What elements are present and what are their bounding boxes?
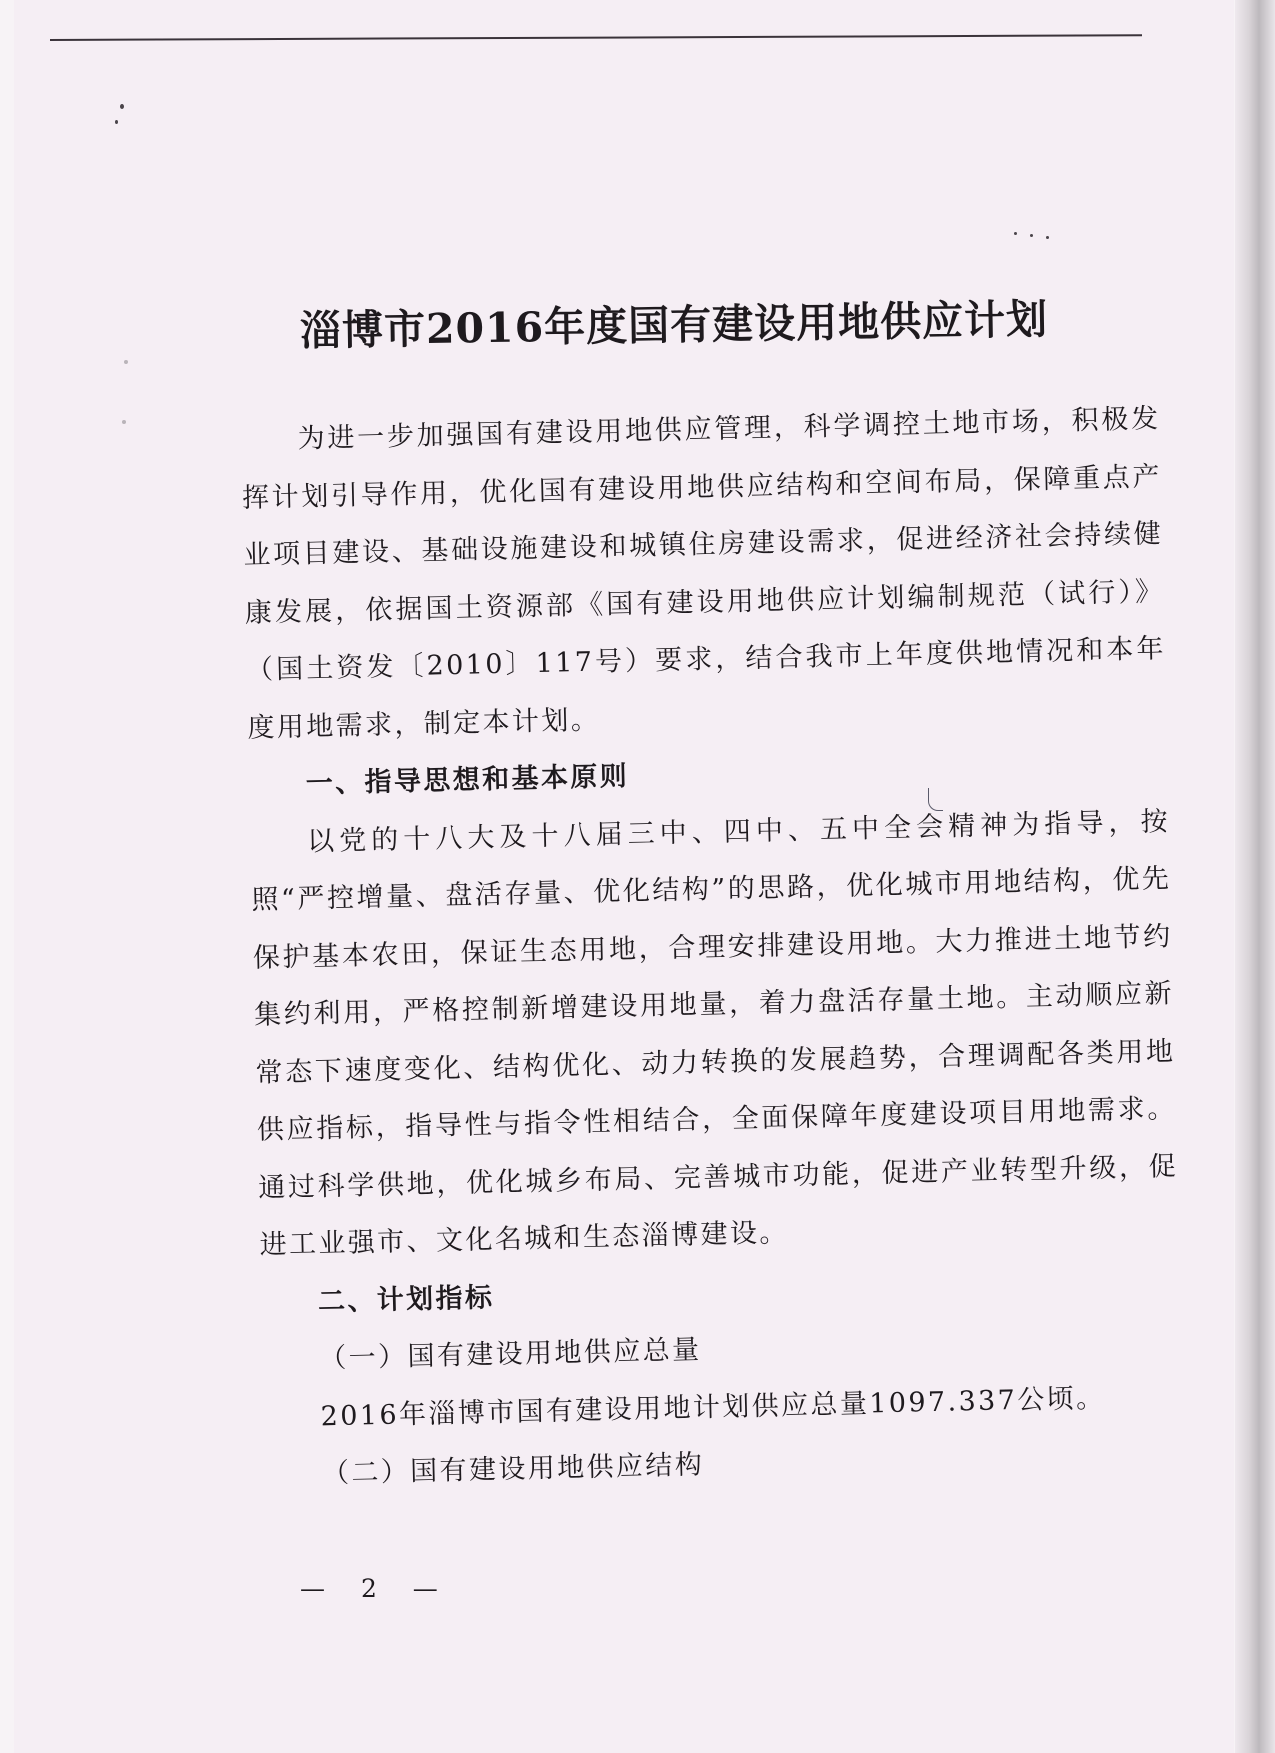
- section-2-heading: 二、计划指标: [317, 1281, 495, 1317]
- subsection-1-heading: （一）国有建设用地供应总量: [318, 1334, 702, 1375]
- scan-speck: [1030, 234, 1033, 237]
- document-title: 淄博市2016年度国有建设用地供应计划: [299, 295, 1049, 355]
- document-body: [240, 390, 1185, 1504]
- intro-paragraph: 为进一步加强国有建设用地供应管理，科学调控土地市场，积极发挥计划引导作用，优化国有建设用地供应结构和空间布局，保障重点产业项目建设、基础设施建设和城镇住房建设需求，促进经济社会持续健康发展，依据国土资源部《国有建设用地供应计划编制规范（试行）》（国土资发〔2010〕117号）要求，结合我市上年度供地情况和本年度用地需求，制定本计划。: [241, 403, 1167, 744]
- scan-edge-shadow: [1235, 0, 1275, 1753]
- scan-speck: [122, 420, 126, 424]
- scan-speck: [1046, 236, 1049, 239]
- subsection-2-heading: （二）国有建设用地供应结构: [321, 1449, 705, 1490]
- scan-speck: [115, 120, 118, 124]
- section-1-heading: 一、指导思想和基本原则: [305, 760, 630, 800]
- scan-speck: [1014, 232, 1017, 235]
- pen-mark: [928, 788, 943, 811]
- scan-speck: [120, 104, 124, 109]
- page-number: — 2 —: [300, 1574, 452, 1603]
- section-1-paragraph: 以党的十八大及十八届三中、四中、五中全会精神为指导，按照“严控增量、盘活存量、优化结构”的思路，优化城市用地结构，优先保护基本农田，保证生态用地，合理安排建设用地。大力推进土地节约集约利用，严格控制新增建设用地量，着力盘活存量土地。主动顺应新常态下速度变化、结构优化、动力转换的发展趋势，合理调配各类用地供应指标，指导性与指令性相结合，全面保障年度建设项目用地需求。通过科学供地，优化城乡布局、完善城市功能，促进产业转型升级，促进工业强市、文化名城和生态淄博建设。: [251, 805, 1179, 1261]
- subsection-1-paragraph: 2016年淄博市国有建设用地计划供应总量1097.337公顷。: [320, 1382, 1106, 1432]
- scan-speck: [124, 360, 128, 364]
